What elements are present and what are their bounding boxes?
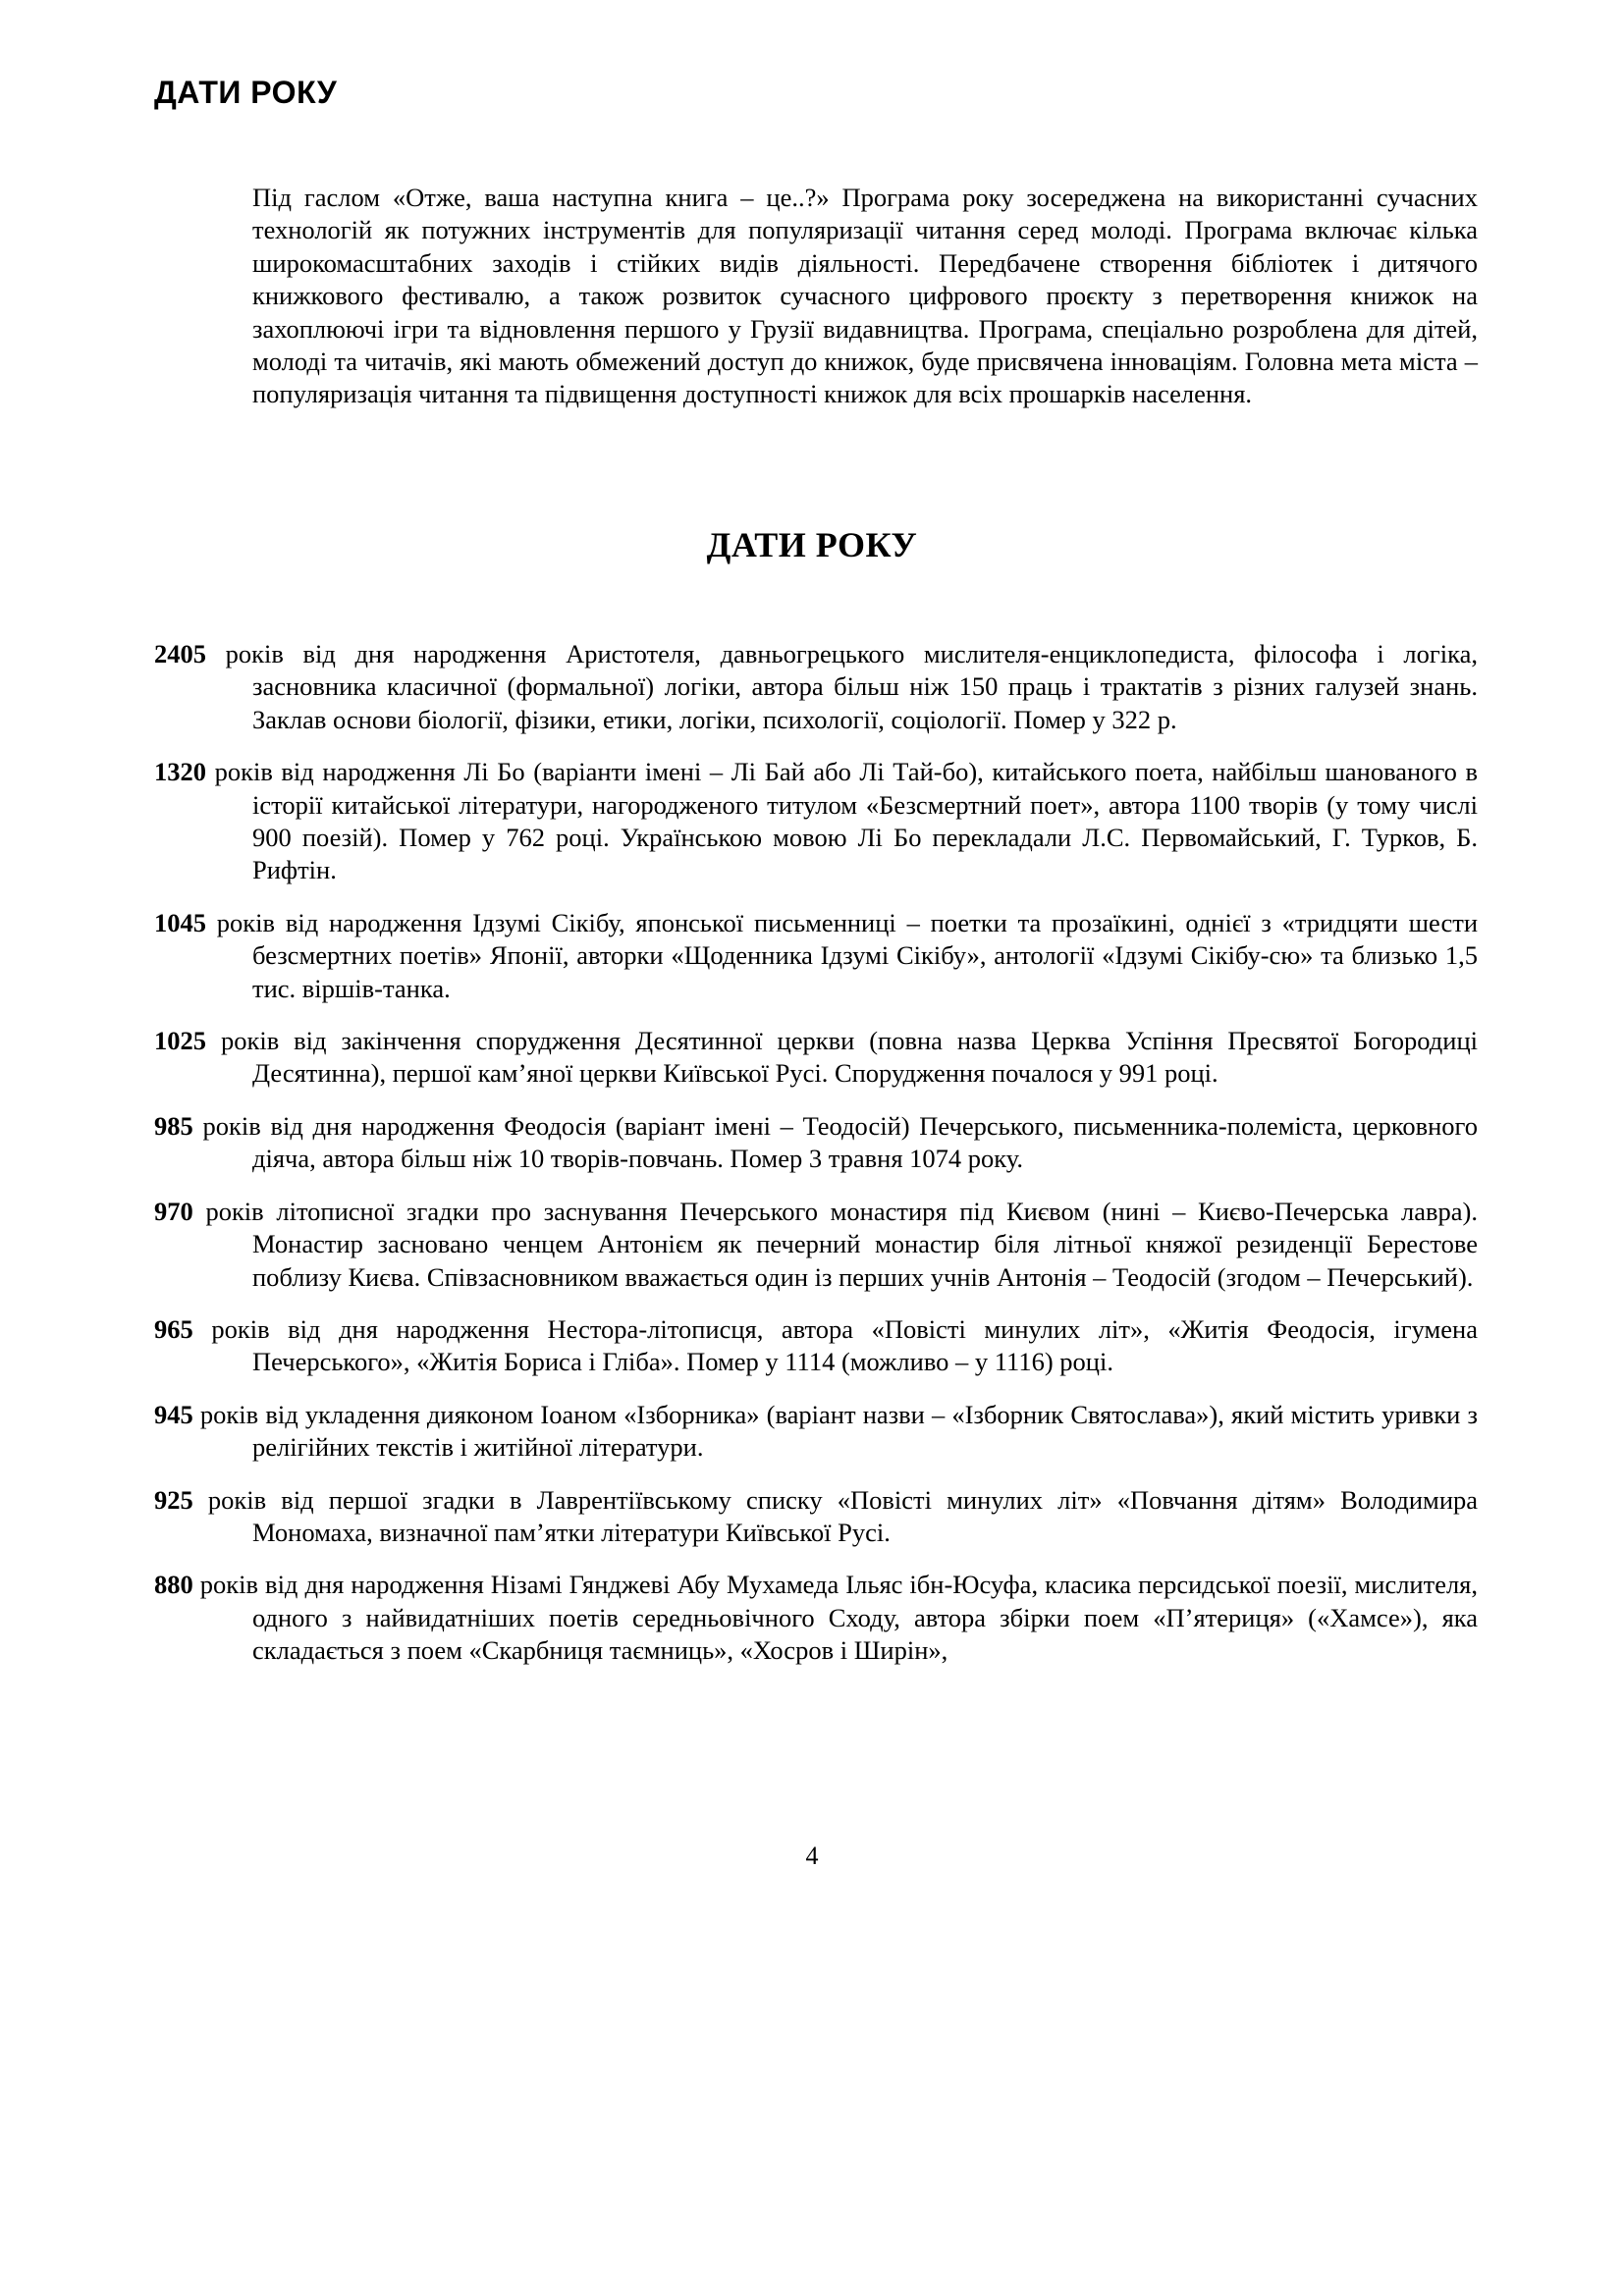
anniversary-text: років від укладення дияконом Іоаном «Ізборника» (варіант назви – «Ізборник Святослава»), який містить уривки з релігійних текстів і житійної літератури. bbox=[199, 1399, 1478, 1463]
anniversary-text: років літописної згадки про заснування Печерського монастиря під Києвом (нині – Києво-Печерська лавра). Монастир засновано ченцем Антонієм як печерний монастир біля літньої княжої резиденції Берестове поблизу Києва. Співзасновником вважається один із перших учнів Антонія – Теодосій (згодом – Печерський). bbox=[205, 1196, 1478, 1292]
anniversary-number: 880 bbox=[154, 1570, 193, 1600]
anniversary-text: років від дня народження Феодосія (варіант імені – Теодосій) Печерського, письменника-полеміста, церковного діяча, автора більш ніж 10 творів-повчань. Помер 3 травня 1074 року. bbox=[202, 1110, 1479, 1174]
list-item bbox=[154, 638, 1478, 736]
list-item bbox=[154, 1484, 1478, 1550]
list-item bbox=[154, 1399, 1478, 1465]
anniversary-text: років від закінчення спорудження Десятинної церкви (повна назва Церква Успіння Пресвятої Богородиці Десятинна), першої кам’яної церкви Київської Русі. Спорудження почалося у 991 році. bbox=[220, 1026, 1479, 1089]
list-item bbox=[154, 1569, 1478, 1667]
anniversary-number: 945 bbox=[154, 1399, 193, 1429]
anniversary-list bbox=[154, 638, 1478, 1687]
list-item bbox=[154, 907, 1478, 1005]
anniversary-number: 1320 bbox=[154, 757, 206, 787]
running-header: ДАТИ РОКУ bbox=[154, 75, 338, 110]
list-item bbox=[154, 1313, 1478, 1379]
anniversary-number: 985 bbox=[154, 1110, 193, 1141]
list-item bbox=[154, 1196, 1478, 1294]
list-item bbox=[154, 756, 1478, 887]
anniversary-number: 925 bbox=[154, 1484, 193, 1515]
intro-paragraph: Під гаслом «Отже, ваша наступна книга – це..?» Програма року зосереджена на використанні сучасних технологій як потужних інструментів для популяризації читання серед молоді. Програма включає кілька широкомасштабних заходів і стійких видів діяльності. Передбачене створення бібліотек і дитячого книжкового фестивалю, а також розвиток сучасного цифрового проєкту з перетворення книжок на захоплюючі ігри та відновлення першого у Грузії видавництва. Програма, спеціально розроблена для дітей, молоді та читачів, які мають обмежений доступ до книжок, буде присвячена інноваціям. Головна мета міста – популяризація читання та підвищення доступності книжок для всіх прошарків населення. bbox=[252, 183, 1478, 409]
anniversary-number: 965 bbox=[154, 1313, 193, 1344]
section-title: ДАТИ РОКУ bbox=[706, 525, 918, 564]
anniversary-text: років від дня народження Нестора-літописця, автора «Повісті минулих літ», «Житія Феодосія, ігумена Печерського», «Житія Бориса і Гліба». Помер у 1114 (можливо – у 1116) році. bbox=[211, 1313, 1479, 1377]
anniversary-number: 1045 bbox=[154, 907, 206, 937]
anniversary-number: 970 bbox=[154, 1196, 193, 1226]
anniversary-text: років від першої згадки в Лаврентіївському списку «Повісті минулих літ» «Повчання дітям» Володимира Мономаха, визначної пам’ятки літератури Київської Русі. bbox=[207, 1484, 1479, 1547]
anniversary-text: років від дня народження Аристотеля, давньогрецького мислителя-енциклопедиста, філософа і логіка, засновника класичної (формальної) логіки, автора більш ніж 150 праць і трактатів з різних галузей знань. Заклав основи біології, фізики, етики, логіки, психології, соціології. Помер у 322 р. bbox=[225, 639, 1478, 734]
list-item bbox=[154, 1025, 1478, 1091]
anniversary-text: років від дня народження Нізамі Гянджеві Абу Мухамеда Ільяс ібн-Юсуфа, класика перcидської поезії, мислителя, одного з найвидатніших поетів середньовічного Сходу, автора збірки поем «П’ятериця» («Хамсе»), яка складається з поем «Скарбниця таємниць», «Хосров і Ширін», bbox=[199, 1570, 1478, 1666]
anniversary-number: 1025 bbox=[154, 1026, 206, 1056]
list-item bbox=[154, 1110, 1478, 1176]
page-number: 4 bbox=[805, 1842, 819, 1870]
anniversary-text: років від народження Лі Бо (варіанти імені – Лі Бай або Лі Тай-бо), китайського поета, найбільш шанованого в історії китайської літератури, нагородженого титулом «Безсмертний поет», автора 1100 творів (у тому числі 900 поезій). Помер у 762 році. Українською мовою Лі Бо перекладали Л.С. Первомайський, Г. Турков, Б. Рифтін. bbox=[214, 757, 1479, 885]
anniversary-number: 2405 bbox=[154, 639, 206, 668]
anniversary-text: років від народження Ідзумі Сікібу, японської письменниці – поетки та прозаїкині, однієї з «тридцяти шести безсмертних поетів» Японії, авторки «Щоденника Ідзумі Сікібу», антології «Ідзумі Сікібу-сю» та близько 1,5 тис. віршів-танка. bbox=[216, 907, 1478, 1003]
